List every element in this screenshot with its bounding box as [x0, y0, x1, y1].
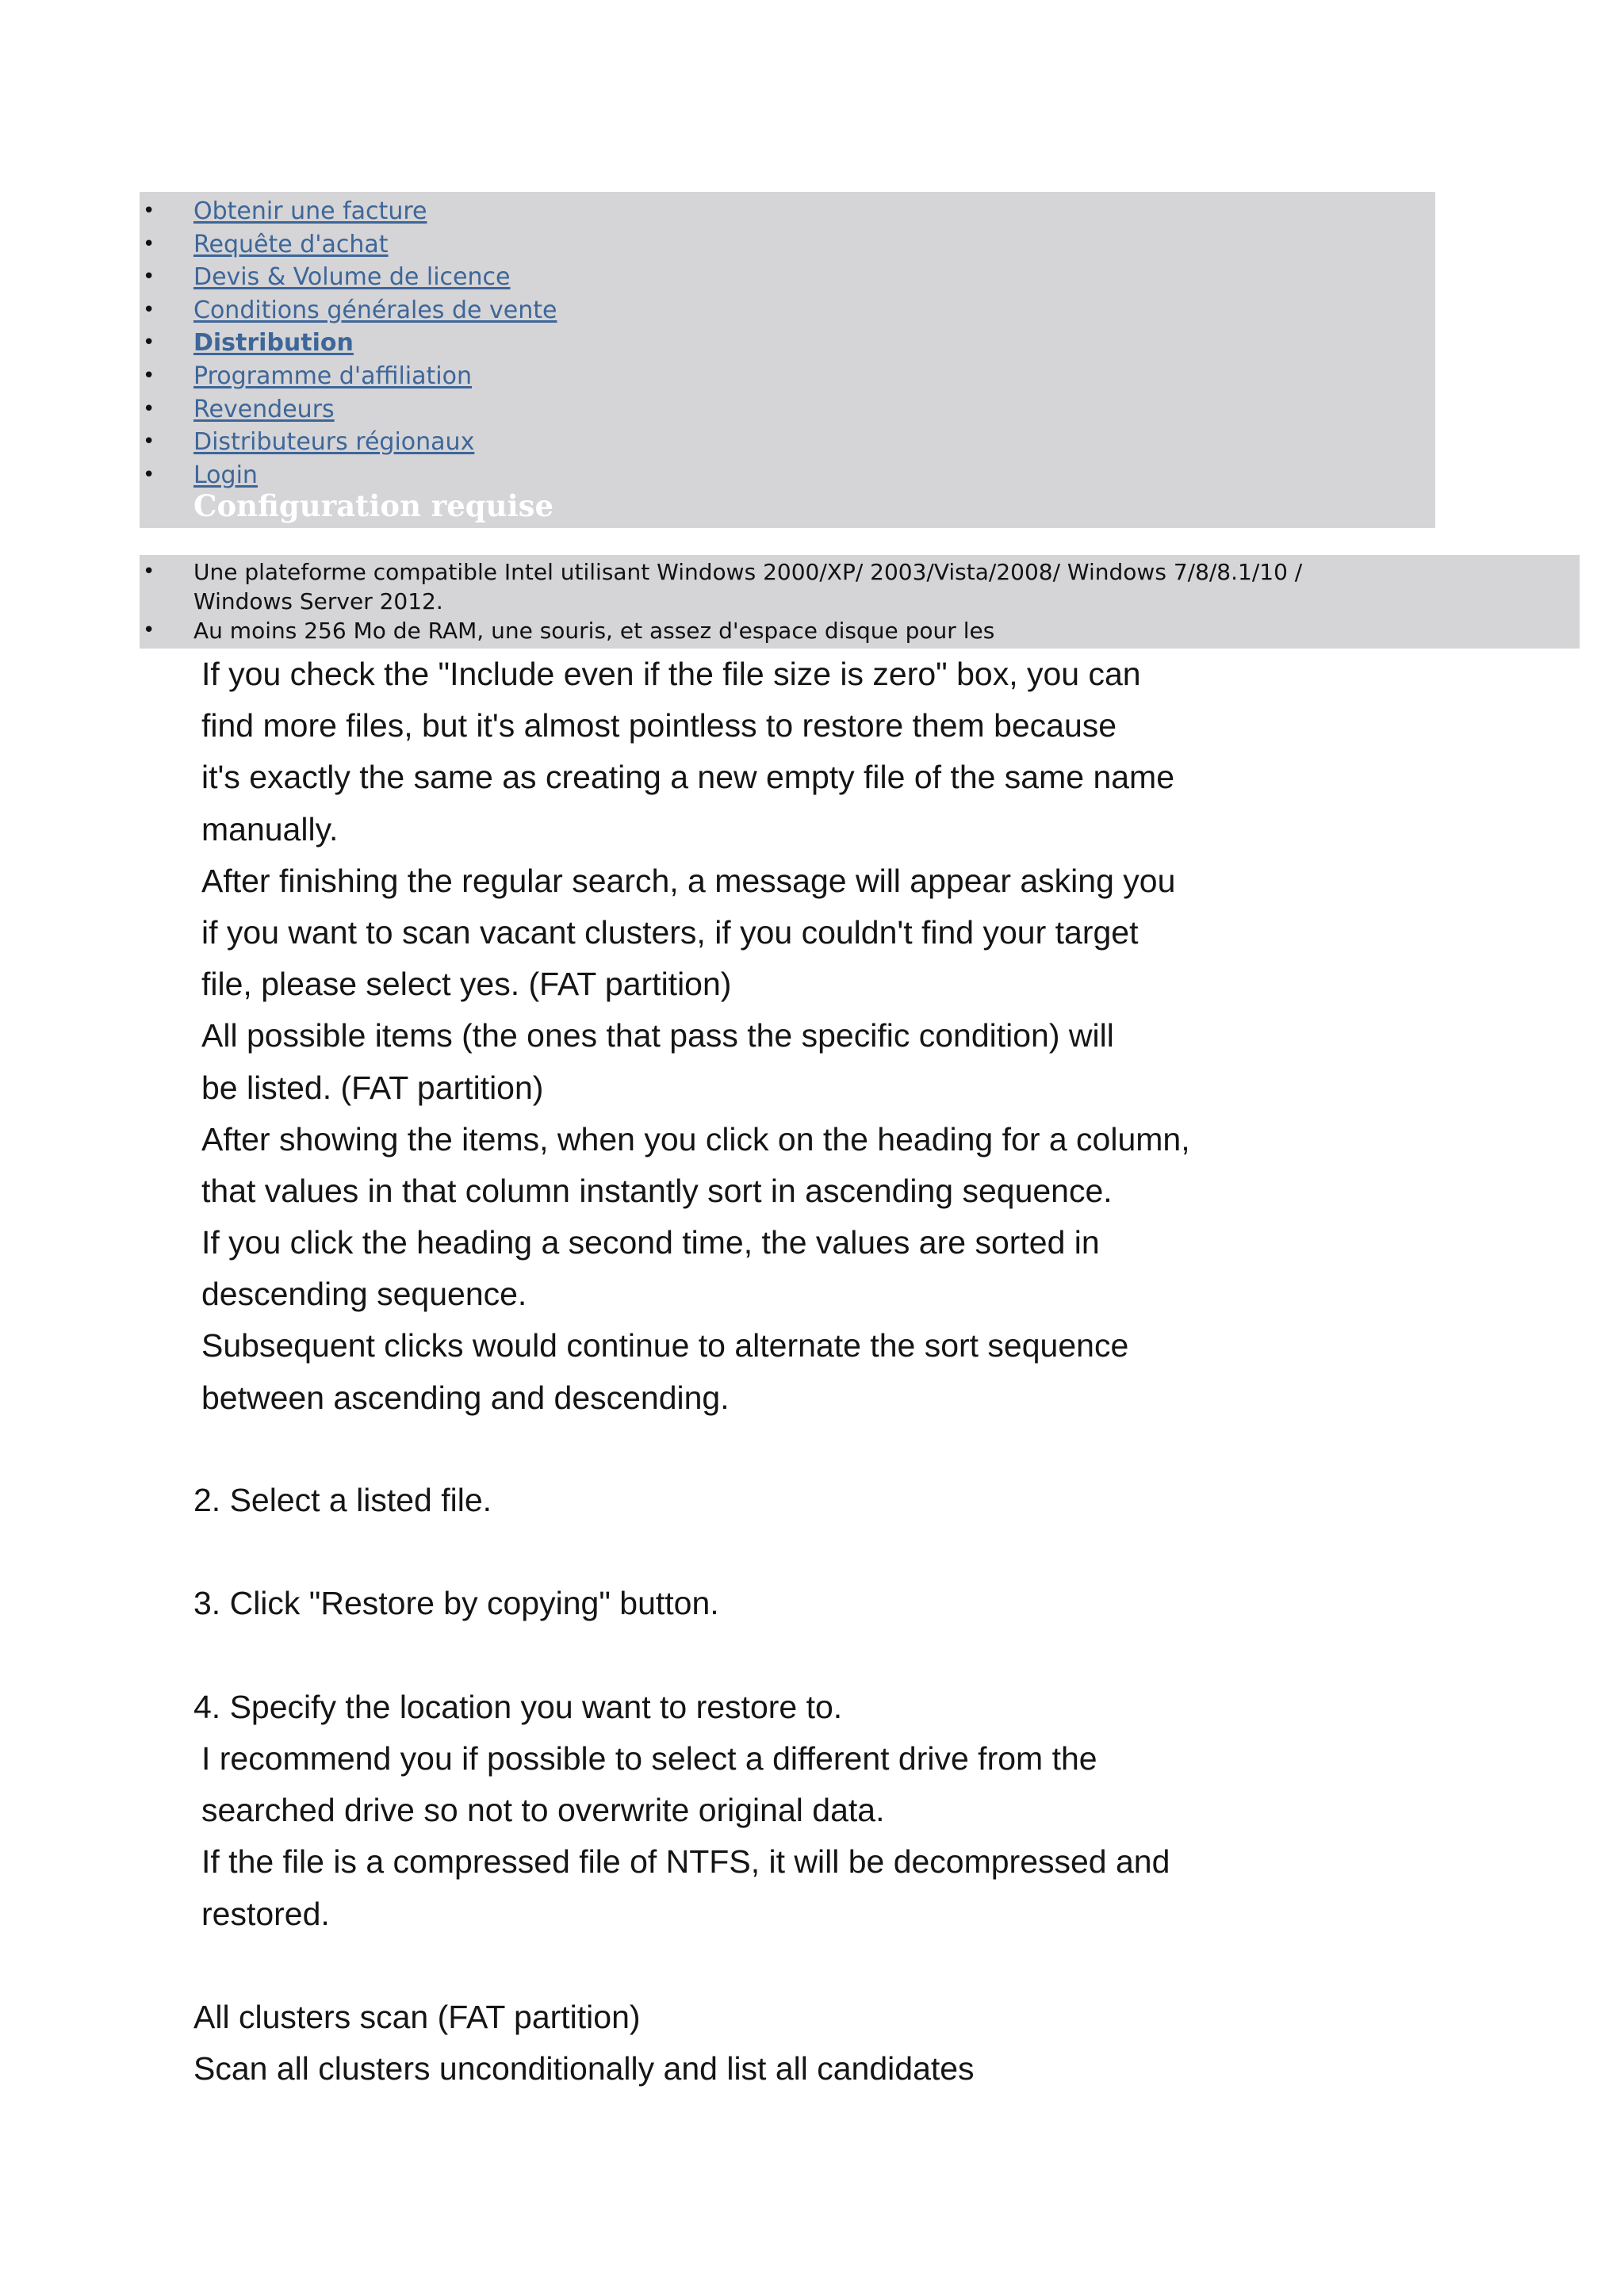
nav-item-terms — [140, 294, 557, 327]
text-line: be listed. (FAT partition) — [201, 1069, 544, 1106]
text-line: that values in that column instantly sort in ascending sequence. — [201, 1172, 1113, 1209]
nav-list — [140, 195, 557, 492]
text-line: If you click the heading a second time, the values are sorted in — [201, 1224, 1100, 1261]
nav-item-affiliate — [140, 360, 557, 393]
text-line: searched drive so not to overwrite original data. — [201, 1792, 885, 1829]
nav-item-resellers — [140, 393, 557, 427]
bullet-icon: • — [143, 618, 155, 642]
link-quote-volume-license[interactable]: Devis & Volume de licence — [193, 263, 511, 292]
text-line: After showing the items, when you click on the heading for a column, — [201, 1120, 1190, 1158]
requirement-text: Au moins 256 Mo de RAM, une souris, et assez d'espace disque pour les — [193, 618, 995, 644]
all-clusters-title: All clusters scan (FAT partition) — [193, 1999, 641, 2035]
nav-item-purchase-request — [140, 228, 557, 262]
bullet-icon: • — [143, 265, 155, 289]
step-3-text: 3. Click "Restore by copying" button. — [193, 1585, 719, 1621]
bullet-icon: • — [143, 396, 155, 421]
text-line: between ascending and descending. — [201, 1379, 730, 1416]
requirements-panel — [140, 555, 1580, 649]
bullet-icon: • — [143, 560, 155, 584]
step-4-text: 4. Specify the location you want to restore to. — [193, 1689, 843, 1725]
text-line: it's exactly the same as creating a new empty file of the same name — [201, 759, 1175, 796]
nav-item-invoice — [140, 195, 557, 228]
text-line: All possible items (the ones that pass the specific condition) will — [201, 1017, 1114, 1054]
all-clusters-description: Scan all clusters unconditionally and list all candidates — [193, 2050, 975, 2087]
text-line: After finishing the regular search, a message will appear asking you — [201, 862, 1176, 899]
bullet-icon: • — [143, 430, 155, 454]
text-line: if you want to scan vacant clusters, if you couldn't find your target — [201, 913, 1139, 951]
text-line: find more files, but it's almost pointless to restore them because — [201, 707, 1117, 744]
bullet-icon: • — [143, 331, 155, 355]
text-line: If you check the "Include even if the file size is zero" box, you can — [201, 656, 1141, 692]
nav-item-distribution — [140, 327, 557, 360]
text-line: I recommend you if possible to select a different drive from the — [201, 1740, 1097, 1777]
link-purchase-request[interactable]: Requête d'achat — [193, 230, 389, 258]
requirement-item — [140, 557, 1462, 616]
link-obtain-invoice[interactable]: Obtenir une facture — [193, 197, 427, 225]
step-select-file — [193, 1475, 492, 1526]
requirement-text: Une plateforme compatible Intel utilisant Windows 2000/XP/ 2003/Vista/2008/ Windows 7/8/8.1/10 / — [193, 559, 1303, 585]
bullet-icon: • — [143, 297, 155, 322]
nav-panel — [140, 192, 1435, 528]
config-heading: Configuration requise — [193, 488, 554, 523]
step-2-text: 2. Select a listed file. — [193, 1482, 492, 1518]
bullet-icon: • — [143, 462, 155, 487]
link-distribution[interactable]: Distribution — [193, 329, 354, 358]
bullet-icon: • — [143, 232, 155, 256]
link-resellers[interactable]: Revendeurs — [193, 395, 335, 423]
step-specify-location — [193, 1682, 842, 1733]
link-regional-distributors[interactable]: Distributeurs régionaux — [193, 428, 475, 457]
text-line: Subsequent clicks would continue to alternate the sort sequence — [201, 1327, 1129, 1364]
section-all-clusters — [193, 1992, 975, 2095]
requirement-text-cont: Windows Server 2012. — [193, 588, 443, 614]
nav-item-quote — [140, 261, 557, 294]
link-login[interactable]: Login — [193, 461, 258, 489]
paragraph-search-options — [201, 649, 1190, 1424]
text-line: restored. — [201, 1895, 330, 1932]
text-line: descending sequence. — [201, 1276, 527, 1313]
bullet-icon: • — [143, 199, 155, 223]
text-line: manually. — [201, 810, 339, 848]
paragraph-restore-notes — [201, 1733, 1170, 1940]
text-line: If the file is a compressed file of NTFS, it will be decompressed and — [201, 1843, 1170, 1881]
nav-item-regional — [140, 426, 557, 459]
step-restore-copying — [193, 1578, 719, 1629]
requirements-list — [140, 557, 1462, 645]
bullet-icon: • — [143, 363, 155, 388]
text-line: file, please select yes. (FAT partition) — [201, 966, 732, 1003]
requirement-item — [140, 616, 1462, 645]
link-affiliate-program[interactable]: Programme d'affiliation — [193, 362, 472, 390]
link-terms-of-sale[interactable]: Conditions générales de vente — [193, 296, 557, 324]
